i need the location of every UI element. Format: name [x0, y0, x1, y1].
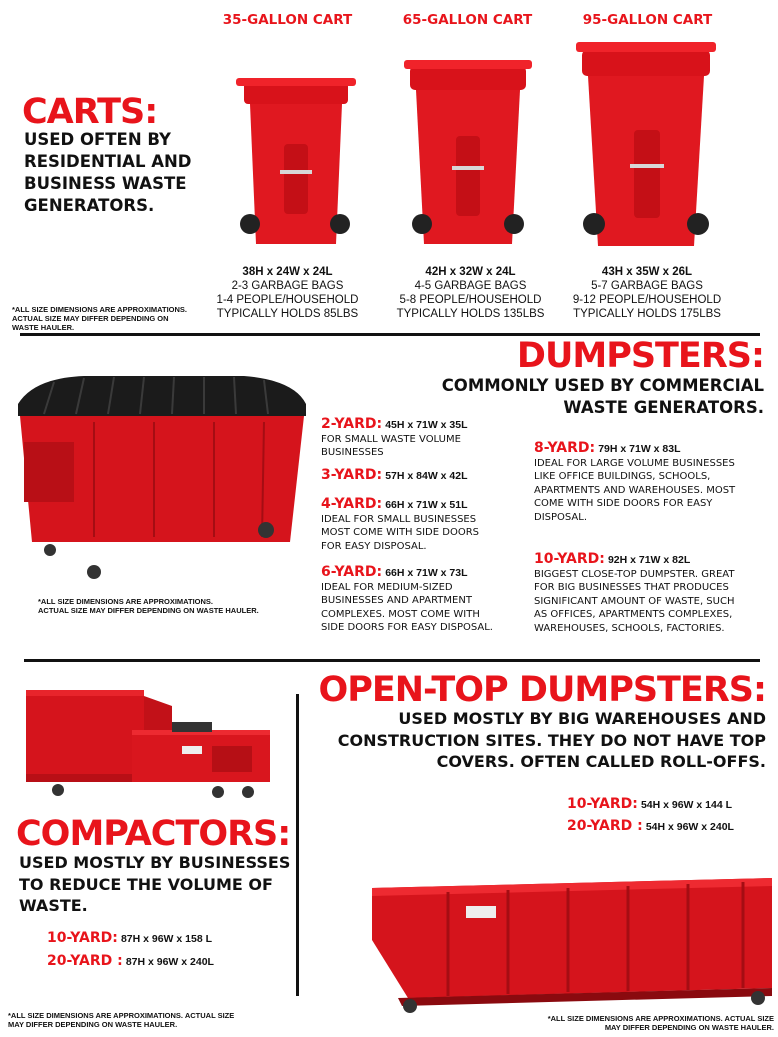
compactors-heading: COMPACTORS:	[16, 814, 291, 854]
opentop-subtitle: USED MOSTLY BY BIG WAREHOUSES AND CONSTRUCTION SITES. THEY DO NOT HAVE TOP COVERS. OFTEN CALLED ROLL-OFFS.	[337, 709, 766, 771]
compactor-icon	[22, 686, 272, 802]
dumpster-4-yard: 4-YARD: 66H x 71W x 51L IDEAL FOR SMALL BUSINESSES MOST COME WITH SIDE DOORS FOR EASY DISPOSAL.	[321, 496, 479, 552]
compactor-20-yard: 20-YARD : 87H x 96W x 240L	[47, 953, 214, 969]
red-cart-icon	[576, 38, 716, 256]
dumpsters-heading: DUMPSTERS:	[516, 336, 764, 376]
carts-subtitle: USED OFTEN BY RESIDENTIAL AND BUSINESS WASTE GENERATORS.	[24, 130, 192, 215]
cart-spec-95: 43H x 35W x 26L 5-7 GARBAGE BAGS 9-12 PEOPLE/HOUSEHOLD TYPICALLY HOLDS 175LBS	[572, 266, 722, 320]
opentop-20-yard: 20-YARD : 54H x 96W x 240L	[567, 818, 734, 834]
roll-off-dumpster-icon	[368, 870, 776, 1020]
vertical-divider	[296, 694, 299, 996]
compactors-subtitle: USED MOSTLY BY BUSINESSES TO REDUCE THE VOLUME OF WASTE.	[19, 853, 291, 915]
opentop-10-yard: 10-YARD: 54H x 96W x 144 L	[567, 796, 732, 812]
compactors-note: *ALL SIZE DIMENSIONS ARE APPROXIMATIONS. ACTUAL SIZE MAY DIFFER DEPENDING ON WASTE HAULER.	[8, 1011, 235, 1029]
cart-spec-35: 38H x 24W x 24L 2-3 GARBAGE BAGS 1-4 PEOPLE/HOUSEHOLD TYPICALLY HOLDS 85LBS	[216, 266, 359, 320]
opentop-heading: OPEN-TOP DUMPSTERS:	[318, 670, 766, 710]
dumpster-8-yard: 8-YARD: 79H x 71W x 83L IDEAL FOR LARGE VOLUME BUSINESSES LIKE OFFICE BUILDINGS, SCHOOLS, APARTMENTS AND WAREHOUSES. MOST COME WITH SIDE DOORS FOR EASY DISPOSAL.	[534, 440, 736, 523]
red-cart-icon	[404, 56, 532, 254]
cart-title-95: 95-GALLON CART	[582, 12, 713, 28]
dumpsters-subtitle: COMMONLY USED BY COMMERCIAL WASTE GENERATORS.	[441, 376, 764, 417]
front-load-dumpster-icon	[14, 372, 310, 584]
divider-2	[24, 659, 760, 662]
carts-note: *ALL SIZE DIMENSIONS ARE APPROXIMATIONS. ACTUAL SIZE MAY DIFFER DEPENDING ON WASTE HAULER.	[12, 305, 188, 332]
red-cart-icon	[236, 74, 356, 254]
opentop-note: *ALL SIZE DIMENSIONS ARE APPROXIMATIONS. ACTUAL SIZE MAY DIFFER DEPENDING ON WASTE HAULER.	[547, 1014, 774, 1032]
cart-spec-65: 42H x 32W x 24L 4-5 GARBAGE BAGS 5-8 PEOPLE/HOUSEHOLD TYPICALLY HOLDS 135LBS	[396, 266, 545, 320]
dumpster-6-yard: 6-YARD: 66H x 71W x 73L IDEAL FOR MEDIUM-SIZED BUSINESSES AND APARTMENT COMPLEXES. MOST COME WITH SIDE DOORS FOR EASY DISPOSAL.	[321, 564, 493, 633]
dumpster-10-yard: 10-YARD: 92H x 71W x 82L BIGGEST CLOSE-TOP DUMPSTER. GREAT FOR BIG BUSINESSES THAT PRODUCES SIGNIFICANT AMOUNT OF WASTE, SUCH AS OFFICES, APARTMENTS COMPLEXES, WAREHOUSES, SCHOOLS, FACTORIES.	[534, 551, 735, 634]
carts-heading: CARTS:	[22, 92, 158, 132]
dumpster-2-yard: 2-YARD: 45H x 71W x 35L FOR SMALL WASTE VOLUME BUSINESSES	[321, 416, 468, 458]
dumpsters-note: *ALL SIZE DIMENSIONS ARE APPROXIMATIONS. ACTUAL SIZE MAY DIFFER DEPENDING ON WASTE HAULER.	[38, 597, 259, 615]
cart-title-65: 65-GALLON CART	[402, 12, 533, 28]
compactor-10-yard: 10-YARD: 87H x 96W x 158 L	[47, 930, 212, 946]
dumpster-3-yard: 3-YARD: 57H x 84W x 42L	[321, 467, 468, 483]
cart-title-35: 35-GALLON CART	[222, 12, 353, 28]
